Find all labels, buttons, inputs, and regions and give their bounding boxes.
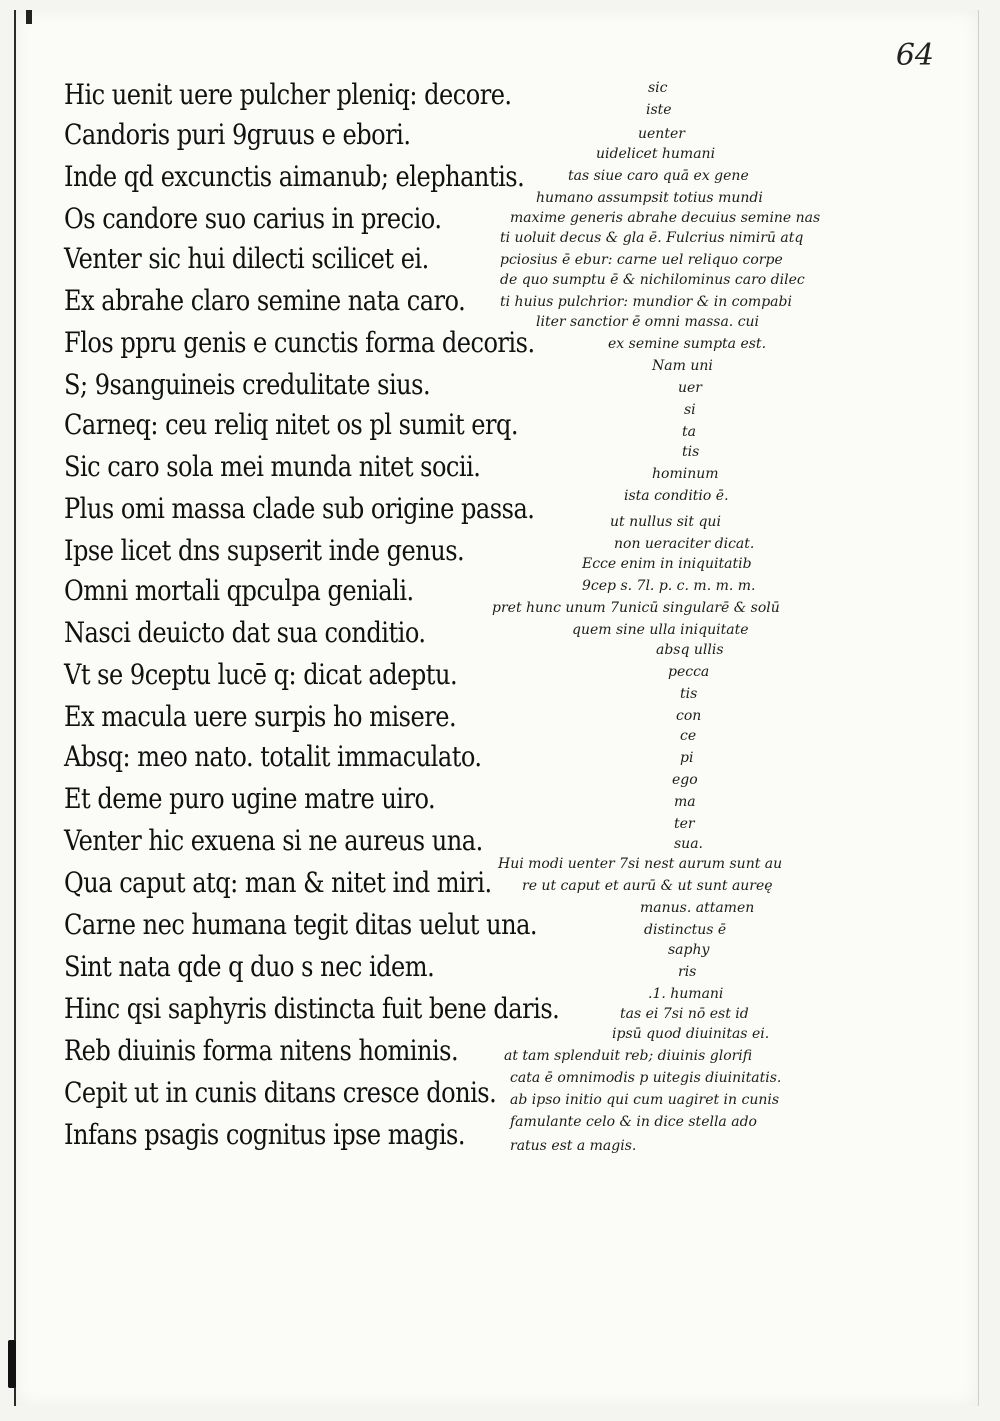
gloss-line: tas siue caro quā ex gene [568, 168, 749, 184]
gloss-line: uer [678, 380, 702, 396]
verse-line: Ipse licet dns supserit inde genus. [64, 534, 465, 567]
binding-mark [26, 10, 32, 24]
gloss-line: hominum [652, 466, 719, 482]
verse-line: Vt se 9ceptu lucē q: dicat adeptu. [64, 658, 458, 691]
verse-line: Inde qd excunctis aimanub; elephantis. [64, 160, 525, 193]
gloss-line: ratus est a magis. [510, 1138, 637, 1154]
verse-line: Hic uenit uere pulcher pleniq: decore. [64, 78, 512, 111]
gloss-line: 9cep s. 7l. p. c. m. m. m. [582, 578, 756, 594]
verse-line: Hinc qsi saphyris distincta fuit bene daris. [64, 992, 560, 1025]
ink-stain [8, 1340, 16, 1388]
gloss-line: ma [674, 794, 696, 810]
verse-line: Carne nec humana tegit ditas uelut una. [64, 908, 538, 941]
verse-line: Sint nata qde q duo s nec idem. [64, 950, 435, 983]
gloss-line: Hui modi uenter 7si nest aurum sunt au [498, 856, 783, 872]
gloss-line: sua. [674, 836, 703, 852]
gloss-line: Ecce enim in iniquitatib [582, 556, 752, 572]
gloss-line: ex semine sumpta est. [608, 336, 767, 352]
verse-line: Reb diuinis forma nitens hominis. [64, 1034, 459, 1067]
gloss-line: de quo sumptu ē & nichilominus caro dilec [500, 272, 805, 288]
gloss-line: ter [674, 816, 695, 832]
gloss-line: ista conditio ē. [624, 488, 729, 504]
folio-number: 64 [895, 38, 934, 73]
gloss-line: quem sine ulla iniquitate [572, 622, 749, 638]
verse-line: Omni mortali qpculpa geniali. [64, 574, 414, 607]
gloss-line: at tam splenduit reb; diuinis glorifi [504, 1048, 753, 1064]
verse-line: Cepit ut in cunis ditans cresce donis. [64, 1076, 497, 1109]
gloss-line: pi [680, 750, 694, 766]
verse-line: Ex abrahe claro semine nata caro. [64, 284, 466, 317]
gloss-line: pciosius ē ebur: carne uel reliquo corpe [500, 252, 783, 268]
gloss-line: ta [682, 424, 696, 440]
gloss-line: ab ipso initio qui cum uagiret in cunis [510, 1092, 780, 1108]
gloss-line: Nam uni [652, 358, 713, 374]
gloss-line: saphy [668, 942, 710, 958]
gloss-line: re ut caput et aurū & ut sunt aureę [522, 878, 773, 894]
verse-line: Nasci deuicto dat sua conditio. [64, 616, 426, 649]
gloss-line: ti uoluit decus & gla ē. Fulcrius nimirū atq [500, 230, 804, 246]
verse-line: Sic caro sola mei munda nitet socii. [64, 450, 481, 483]
manuscript-page [14, 10, 979, 1406]
gloss-line: sic [648, 80, 668, 96]
gloss-line: maxime generis abrahe decuius semine nas [510, 210, 821, 226]
verse-line: Candoris puri 9gruus e ebori. [64, 118, 411, 151]
verse-line: Flos ppru genis e cunctis forma decoris. [64, 326, 535, 359]
gloss-line: tas ei 7si nō est id [620, 1006, 749, 1022]
gloss-line: uidelicet humani [596, 146, 716, 162]
gloss-line: pecca [668, 664, 710, 680]
verse-line: Et deme puro ugine matre uiro. [64, 782, 436, 815]
gloss-line: ris [678, 964, 697, 980]
gloss-line: famulante celo & in dice stella ado [510, 1114, 757, 1130]
gloss-line: distinctus ē [644, 922, 727, 938]
gloss-line: ti huius pulchrior: mundior & in compabi [500, 294, 792, 310]
verse-line: Os candore suo carius in precio. [64, 202, 442, 235]
gloss-line: con [676, 708, 702, 724]
gloss-line: liter sanctior ē omni massa. cui [536, 314, 760, 330]
gloss-line: tis [680, 686, 698, 702]
gloss-line: absq ullis [656, 642, 724, 658]
gloss-line: ipsū quod diuinitas ei. [612, 1026, 770, 1042]
gloss-line: humano assumpsit totius mundi [536, 190, 763, 206]
gloss-line: .1. humani [648, 986, 724, 1002]
verse-line: S; 9sanguineis credulitate sius. [64, 368, 431, 401]
verse-line: Infans psagis cognitus ipse magis. [64, 1118, 466, 1151]
verse-line: Qua caput atq: man & nitet ind miri. [64, 866, 492, 899]
verse-line: Venter hic exuena si ne aureus una. [64, 824, 483, 857]
gloss-line: ego [672, 772, 698, 788]
verse-line: Absq: meo nato. totalit immaculato. [64, 740, 482, 773]
gloss-line: si [684, 402, 696, 418]
gloss-line: ce [680, 728, 697, 744]
gloss-line: ut nullus sit qui [610, 514, 721, 530]
gloss-line: iste [646, 102, 672, 118]
gloss-line: pret hunc unum 7unicū singularē & solū [492, 600, 780, 616]
gloss-line: non ueraciter dicat. [614, 536, 755, 552]
verse-line: Ex macula uere surpis ho misere. [64, 700, 457, 733]
gloss-line: manus. attamen [640, 900, 755, 916]
verse-line: Carneq: ceu reliq nitet os pl sumit erq. [64, 408, 519, 441]
gloss-line: uenter [638, 126, 685, 142]
verse-line: Venter sic hui dilecti scilicet ei. [64, 242, 429, 275]
verse-line: Plus omi massa clade sub origine passa. [64, 492, 535, 525]
gloss-line: cata ē omnimodis p uitegis diuinitatis. [510, 1070, 782, 1086]
gloss-line: tis [682, 444, 700, 460]
